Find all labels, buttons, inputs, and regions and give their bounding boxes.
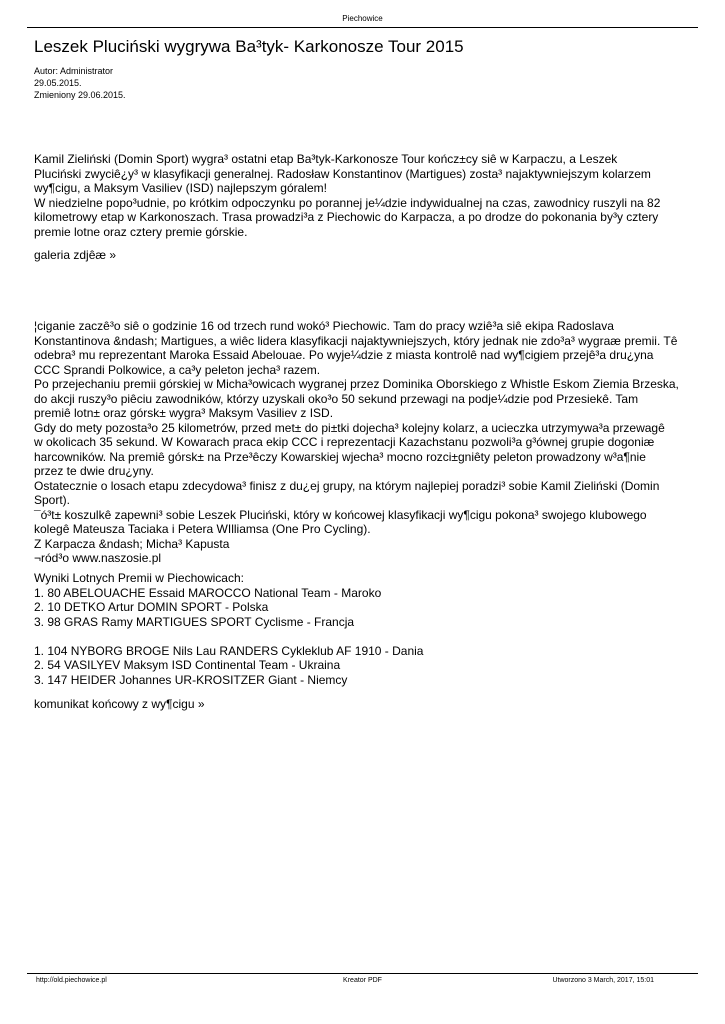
intro-paragraph (34, 152, 694, 239)
body-line: w okolicach 35 sekund. W Kowarach praca ekip CCC i reprezentacji Kazachstanu pozwoli³a g³ównej grupie dogoniæ (34, 435, 655, 449)
result-row: 1. 104 NYBORG BROGE Nils Lau RANDERS Cykleklub AF 1910 - Dania (34, 643, 424, 658)
body-line: przez te dwie dru¿yny. (34, 464, 154, 478)
footer-generator: Kreator PDF (343, 977, 382, 984)
gallery-link[interactable]: galeria zdjêæ » (34, 248, 117, 262)
body-line: Konstantinova &ndash; Martigues, a wiêc lidera klasyfikacji najaktywniejszych, który jednak nie zdo³a³ wygraæ premii. Tê (34, 333, 678, 348)
body-line: odebra³ mu reprezentant Maroka Essaid Abelouae. Po wyje¼dzie z miasta kontrolê nad wy¶cigiem przejê³a dru¿yna (34, 348, 654, 362)
header-divider (27, 27, 698, 28)
intro-line: kilometrowy etap w Karkonoszach. Trasa prowadzi³a z Piechowic do Karpacza, a po drodze do pokonania by³y cztery (34, 210, 659, 224)
article-author: Autor: Administrator (34, 66, 114, 76)
body-line: Gdy do mety pozosta³o 25 kilometrów, przed met± do pi±tki dojecha³ kolejny kolarz, a ucieczka utrzymywa³a przewagê (34, 420, 665, 435)
page-header-site: Piechowice (342, 14, 383, 23)
body-line: Po przejechaniu premii górskiej w Micha³owicach wygranej przez Dominika Oborskiego z Whistle Eskom Ziemia Brzeska, (34, 377, 679, 391)
result-row: 3. 147 HEIDER Johannes UR-KROSITZER Giant - Niemcy (34, 672, 348, 687)
body-line: Ostatecznie o losach etapu zdecydowa³ finisz z du¿ej grupy, na którym najlepiej poradzi³ sobie Kamil Zieliński (Domin (34, 478, 660, 493)
final-report-link[interactable]: komunikat końcowy z wy¶cigu » (34, 697, 205, 711)
intro-line: W niedzielne popo³udnie, po krótkim odpoczynku po porannej je¼dzie indywidualnej na czas, zawodnicy ruszyli na 82 (34, 195, 661, 210)
body-line: CCC Sprandi Polkowice, a ca³y peleton jecha³ razem. (34, 362, 321, 377)
article-modified: Zmieniony 29.06.2015. (34, 90, 126, 100)
intro-line: Pluciński zwyciê¿y³ w klasyfikacji generalnej. Radosław Konstantinov (Martigues) zosta³ najaktywniejszym kolarzem (34, 166, 651, 181)
body-line: ¬ród³o www.naszosie.pl (34, 551, 162, 565)
body-line: Z Karpacza &ndash; Micha³ Kapusta (34, 536, 230, 551)
body-line: do akcji ruszy³o piêciu zawodników, którzy uzyskali oko³o 50 sekund przewagi na podje¼dzie pod Przesiekê. Tam (34, 391, 639, 406)
main-article-body (34, 319, 694, 566)
body-line: premiê lotn± oraz górsk± wygra³ Maksym Vasiliev z ISD. (34, 406, 334, 420)
body-line: ¦ciganie zaczê³o siê o godzinie 16 od trzech rund wokó³ Piechowic. Tam do pracy wziê³a siê ekipa Radoslava (34, 319, 614, 333)
body-line: harcowników. Na premiê górsk± na Prze³êczy Kowarskiej wjecha³ mocno rozci±gniêty peleton prowadzony w³a¶nie (34, 449, 646, 464)
intro-line: wy¶cigu, a Maksym Vasiliev (ISD) najlepszym góralem! (34, 181, 327, 195)
footer-divider (27, 973, 698, 974)
body-line: ¯ó³t± koszulkê zapewni³ sobie Leszek Pluciński, który w końcowej klasyfikacji wy¶cigu pokona³ swojego klubowego (34, 507, 647, 522)
body-line: Sport). (34, 493, 71, 507)
article-title: Leszek Pluciński wygrywa Ba³tyk- Karkonosze Tour 2015 (34, 37, 464, 56)
results-heading: Wyniki Lotnych Premii w Piechowicach: (34, 571, 244, 585)
result-row: 2. 54 VASILYEV Maksym ISD Continental Team - Ukraina (34, 658, 341, 672)
footer-url: http://old.piechowice.pl (36, 977, 107, 984)
intro-line: Kamil Zieliński (Domin Sport) wygra³ ostatni etap Ba³tyk-Karkonosze Tour kończ±cy siê w Karpaczu, a Leszek (34, 152, 618, 166)
result-row: 3. 98 GRAS Ramy MARTIGUES SPORT Cyclisme - Francja (34, 614, 355, 629)
article-meta (34, 65, 126, 101)
result-row: 2. 10 DETKO Artur DOMIN SPORT - Polska (34, 600, 269, 614)
body-line: kolegê Mateusza Taciaka i Petera WIlliamsa (One Pro Cycling). (34, 522, 371, 536)
footer-created: Utworzono 3 March, 2017, 15:01 (552, 977, 654, 984)
results-section (34, 571, 694, 687)
intro-line: premie lotne oraz cztery premie górskie. (34, 224, 248, 239)
article-date: 29.05.2015. (34, 78, 82, 88)
result-row: 1. 80 ABELOUACHE Essaid MAROCCO National Team - Maroko (34, 585, 382, 600)
